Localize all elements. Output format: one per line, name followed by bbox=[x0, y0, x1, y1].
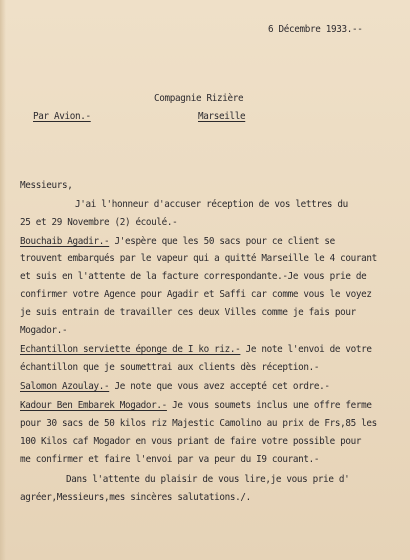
client-heading: Bouchaib Agadir.- bbox=[20, 236, 110, 247]
paper-edge-shadow bbox=[0, 0, 6, 560]
body-line: je suis entrain de travailler ces deux Villes comme je fais pour bbox=[20, 307, 356, 318]
recipient-company: Compagnie Rizière bbox=[154, 93, 244, 104]
body-line: 25 et 29 Novembre (2) écoulé.- bbox=[20, 217, 178, 228]
body-line: Mogador.- bbox=[20, 325, 68, 336]
body-line: Echantillon serviette éponge de I ko riz.- Je note l'envoi de votre bbox=[20, 344, 372, 355]
salutation: Messieurs, bbox=[20, 180, 73, 191]
body-line: 100 Kilos caf Mogador en vous priant de faire votre possible pour bbox=[20, 436, 362, 447]
body-line: Salomon Azoulay.- Je note que vous avez accepté cet ordre.- bbox=[20, 381, 330, 392]
body-line: Dans l'attente du plaisir de vous lire,je vous prie d' bbox=[66, 474, 350, 485]
client-heading: Salomon Azoulay.- bbox=[20, 381, 110, 392]
body-line: me confirmer et faire l'envoi par va peur du I9 courant.- bbox=[20, 454, 320, 465]
recipient-city: Marseille bbox=[198, 111, 246, 122]
body-line: et suis en l'attente de la facture correspondante.-Je vous prie de bbox=[20, 271, 367, 282]
body-line: Bouchaib Agadir.- J'espère que les 50 sacs pour ce client se bbox=[20, 236, 335, 247]
body-line: J'ai l'honneur d'accuser réception de vos lettres du bbox=[75, 199, 348, 210]
client-heading: Kadour Ben Embarek Mogador.- bbox=[20, 400, 167, 411]
body-line: confirmer votre Agence pour Agadir et Saffi car comme vous le voyez bbox=[20, 289, 372, 300]
body-line: Kadour Ben Embarek Mogador.- Je vous soumets inclus une offre ferme bbox=[20, 400, 372, 411]
closing-line: agréer,Messieurs,mes sincères salutations./. bbox=[20, 492, 251, 503]
body-line: pour 30 sacs de 50 kilos riz Majestic Camolino au prix de Frs,85 les bbox=[20, 418, 377, 429]
sample-heading: Echantillon serviette éponge de I ko riz.- bbox=[20, 344, 241, 355]
letter-date: 6 Décembre 1933.-- bbox=[268, 24, 363, 35]
delivery-mode: Par Avion.- bbox=[33, 111, 91, 122]
body-line: échantillon que je soumettrai aux clients dès réception.- bbox=[20, 362, 320, 373]
body-line: trouvent embarqués par le vapeur qui a quitté Marseille le 4 courant bbox=[20, 253, 377, 264]
